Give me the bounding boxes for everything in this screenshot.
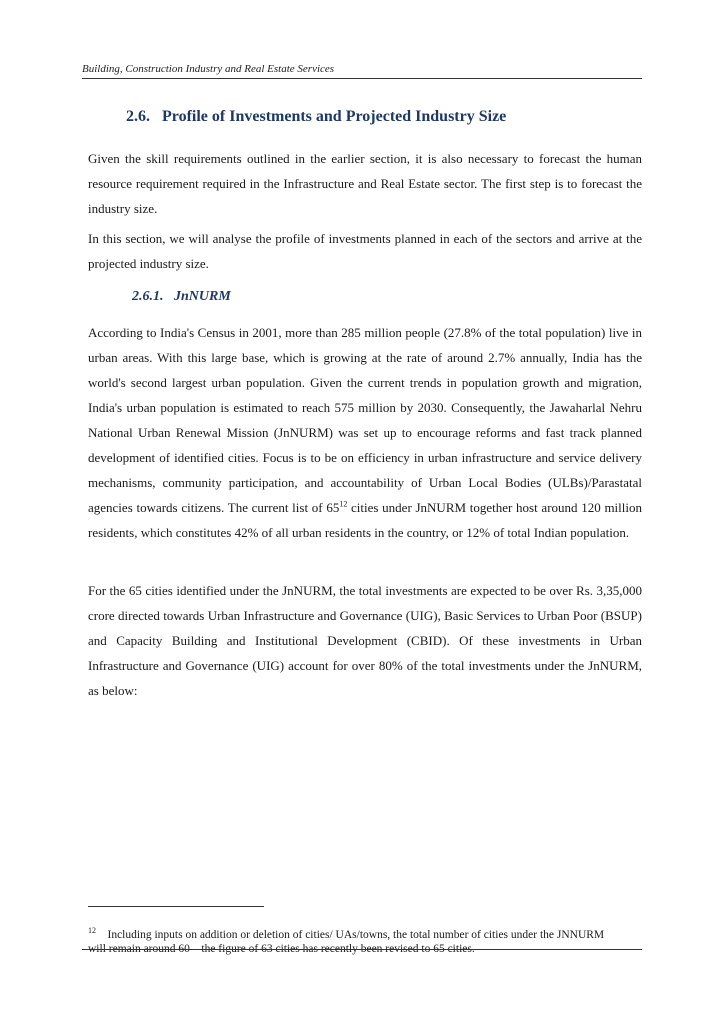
section-title-text: Profile of Investments and Projected Industry Size	[162, 108, 507, 125]
footnote-line-1: Including inputs on addition or deletion of cities/ UAs/towns, the total number of cities under the JNNURM	[107, 929, 605, 941]
footnote-marker: 12	[88, 926, 96, 936]
jnnurm-paragraph-1-text: According to India's Census in 2001, more than 285 million people (27.8% of the total population) live in urban areas. With this large base, which is growing at the rate of around 2.7% annually, India has the world's second largest urban population. Given the current trends in population growth and migration, India's urban population is estimated to reach 575 million by 2030. Consequently, the Jawaharlal Nehru National Urban Renewal Mission (JnNURM) was set up to encourage reforms and fast track planned development of identified cities. Focus is to be on efficiency in urban infrastructure and service delivery mechanisms, community participation, and accountability of Urban Local Bodies (ULBs)/Parastatal agencies towards citizens. The current list of 65	[88, 325, 642, 515]
subsection-title	[132, 289, 231, 305]
section-paragraph-1: Given the skill requirements outlined in the earlier section, it is also necessary to forecast the human resource requirement required in the Infrastructure and Real Estate sector. The first step is to forecast the industry size.	[88, 151, 642, 216]
section-paragraph-2: In this section, we will analyse the profile of investments planned in each of the sectors and arrive at the projected industry size.	[88, 231, 642, 271]
footnote-reference: 12	[339, 499, 348, 509]
jnnurm-paragraph-2: For the 65 cities identified under the JnNURM, the total investments are expected to be over Rs. 3,35,000 crore directed towards Urban Infrastructure and Governance (UIG), Basic Services to Urban Poor (BSUP) and Capacity Building and Institutional Development (CBID). Of these investments in Urban Infrastructure and Governance (UIG) account for over 80% of the total investments under the JnNURM, as below:	[88, 583, 642, 698]
running-header: Building, Construction Industry and Real Estate Services	[82, 63, 642, 79]
footnote	[88, 928, 642, 956]
footnote-divider	[82, 949, 642, 950]
subsection-number: 2.6.1.	[132, 289, 164, 304]
section-number: 2.6.	[126, 108, 150, 125]
jnnurm-paragraph-1-continuation: cities under JnNURM together host around 120 million residents, which constitutes 42% of all urban residents in the country, or 12% of total Indian population.	[88, 500, 642, 540]
section-title	[126, 108, 506, 126]
footnote-separator	[88, 906, 264, 907]
subsection-title-text: JnNURM	[174, 289, 231, 304]
footnote-line-2: will remain around 60 – the figure of 63 cities has recently been revised to 65 cities.	[88, 943, 475, 955]
jnnurm-paragraph-1	[88, 320, 642, 545]
